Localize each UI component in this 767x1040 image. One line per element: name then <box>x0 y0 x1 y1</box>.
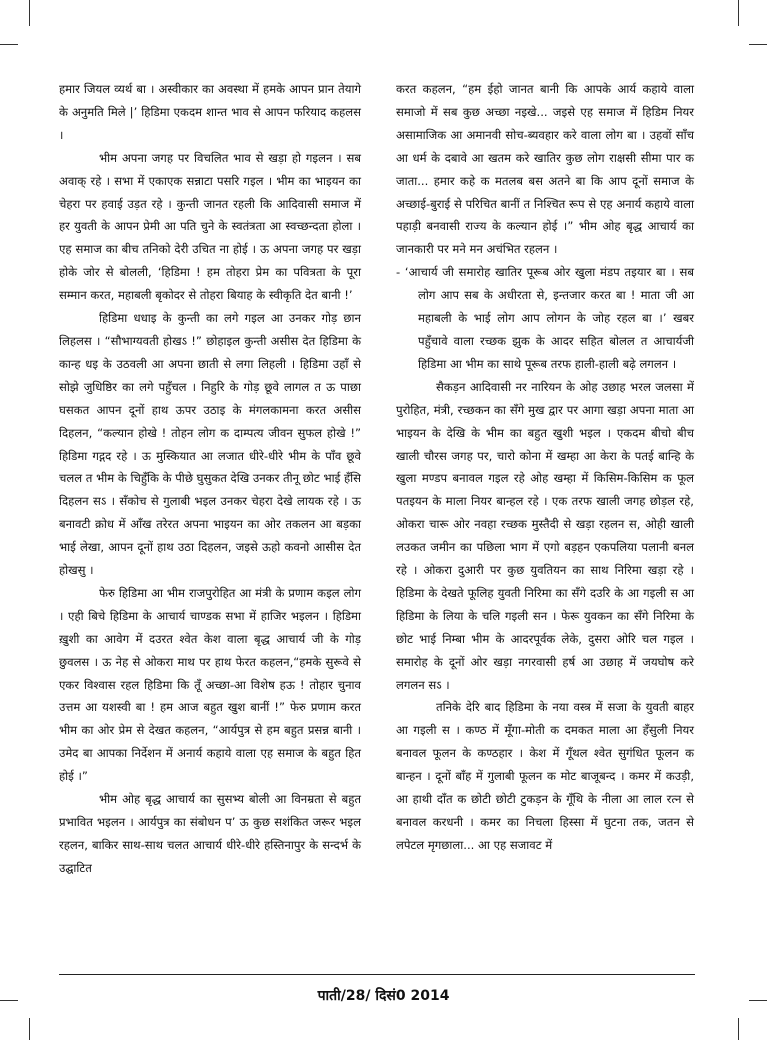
page-footer: पाती/28/ दिसं0 2014 <box>317 988 450 1004</box>
paragraph: फेरु हिडिमा आ भीम राजपुरोहित आ मंत्री के प्रणाम कइल लोग । एही बिचे हिडिमा के आचार्य चाण्डक सभा में हाजिर भइलन । हिडिमा ख़ुशी का आवेग में दउरत श्वेत केश वाला बृद्ध आचार्य जी के गोड़ छुवलस । ऊ नेह से ओकरा माथ पर हाथ फेरत कहलन,“हमके सुरूवे से एकर विश्वास रहल हिडिमा कि तूँ अच्छा-आ विशेष हऊ ! तोहार चुनाव उत्तम आ यशस्वी बा ! हम आज बहुत खुश बानीं !” फेरु प्रणाम करत भीम का ओर प्रेम से देखत कहलन, “आर्यपुत्र से हम बहुत प्रसन्न बानी । उमेद बा आपका निर्देशन में अनार्य कहाये वाला एह समाज के बहुत हित होई ।” <box>59 585 361 784</box>
paragraph: भीम ओह बृद्ध आचार्य का सुसभ्य बोली आ विनम्रता से बहुत प्रभावित भइलन । आर्यपुत्र का संबोधन प’ ऊ कुछ सशंकित जरूर भइल रहलन, बाकिर साथ-साथ चलत आचार्य धीरे-धीरे हस्तिनापुर के सन्दर्भ के उद्घाटित <box>59 792 361 875</box>
crop-mark-top-left-vertical <box>29 0 30 26</box>
paragraph: भीम अपना जगह पर विचलित भाव से खड़ा हो गइलन । सब अवाक् रहे । सभा में एकाएक सन्नाटा पसरि गइल । भीम का भाइयन का चेहरा पर हवाई उड़त रहे । कुन्ती जानत रहली कि आदिवासी समाज में हर युवती के आपन प्रेमी आ पति चुने के स्वतंत्रता आ स्वच्छन्दता होला । एह समाज का बीच तनिको देरी उचित ना होई । ऊ अपना जगह पर खड़ा होके जोर से बोलली, ‘हिडिमा ! हम तोहरा प्रेम का पवित्रता के पूरा सम्मान करत, महाबली बृकोदर से तोहरा बियाह के स्वीकृति देत बानी !’ <box>59 150 361 303</box>
crop-mark-top-left-horizontal <box>0 44 18 45</box>
crop-mark-bottom-left-vertical <box>29 1018 30 1040</box>
right-text-column <box>396 78 694 857</box>
paragraph: हिडिमा धधाइ के कुन्ती का लगे गइल आ उनकर गोड़ छान लिहलस । “सौभाग्यवती होखऽ !” छोहाइल कुन्ती असीस देत हिडिमा के कान्ह धइ के उठवली आ अपना छाती से लगा लिहली । हिडिमा उहाँ से सोझे जुधिष्ठिर का लगे पहुँचल । निहुरि के गोड़ छूवे लागल त ऊ पाछा घसकत आपन दूनों हाथ ऊपर उठाइ के मंगलकामना करत असीस दिहलन, “कल्यान होखे ! तोहन लोग क दाम्पत्य जीवन सुफल होखे !” हिडिमा गद्गद रहे । ऊ मुस्कियात आ लजात धीरे-धीरे भीम के पाँव छूवे चलल त भीम के चिहुँकि के पीछे घुसुकत देखि उनकर तीनू छोट भाई हँसि दिहलन सऽ । सँकोच से गुलाबी भइल उनकर चेहरा देखे लायक रहे । ऊ बनावटी क्रोध में आँख तरेरत अपना भाइयन का ओर तकलन आ बड़का भाई लेखा, आपन दूनों हाथ उठा दिहलन, जइसे ऊहो कवनो आसीस देत होखसु । <box>59 311 361 578</box>
crop-mark-top-right-vertical <box>738 0 739 26</box>
left-text-column <box>59 78 361 880</box>
crop-mark-bottom-right-vertical <box>738 1018 739 1040</box>
paragraph: सैकड़न आदिवासी नर नारियन के ओह उछाह भरल जलसा में पुरोहित, मंत्री, रच्छकन का सँगे मुख द्वार पर आगा खड़ा अपना माता आ भाइयन के देखि के भीम का बहुत खुशी भइल । एकदम बीचो बीच खाली चौरस जगह पर, चारो कोना में खम्हा आ केरा के पतई बान्हि के खुला मण्डप बनावल गइल रहे ओह खम्हा में किसिम-किसिम क फूल पतइयन के माला नियर बान्हल रहे । एक तरफ खाली जगह छोड़ल रहे, ओकरा चारू ओर नवहा रच्छक मुस्तैदी से खड़ा रहलन स, ओही खाली लउकत जमीन का पछिला भाग में एगो बड़हन एकपलिया पलानी बनल रहे । ओकरा दुआरी पर कुछ युवतियन का साथ निरिमा खड़ा रहे । हिडिमा के देखते फूलिह युवती निरिमा का सँगे दउरि के आ गइली स आ हिडिमा के लिया के चलि गइली सन । फेरू युवकन का सँगे निरिमा के छोट भाई निम्बा भीम के आदरपूर्वक लेके, दुसरा ओरि चल गइल । समारोह के दूनों ओर खड़ा नगरवासी हर्ष आ उछाह में जयघोष करे लगलन सऽ । <box>396 379 694 692</box>
paragraph-dialogue: - ‘आचार्य जी समारोह खातिर पूरूब ओर खुला मंडप तइयार बा । सब लोग आप सब के अधीरता से, इन्तजार करत बा ! माता जी आ महाबली के भाई लोग आप लोगन के जोह रहल बा ।’ खबर पहुँचावे वाला रच्छक झुक के आदर सहित बोलल त आचार्यजी हिडिमा आ भीम का साथे पूरूब तरफ हाली-हाली बढ़े लगलन । <box>396 265 694 371</box>
paragraph: करत कहलन, “हम ईहो जानत बानी कि आपके आर्य कहाये वाला समाजो में सब कुछ अच्छा नइखे... जइसे एह समाज में हिडिम नियर असामाजिक आ अमानवी सोच-ब्यवहार करे वाला लोग बा । उहवों साँच आ धर्म के दबावे आ खतम करे खातिर कुछ लोग राक्षसी सीमा पार क जाता... हमार कहे क मतलब बस अतने बा कि आप दूनों समाज के अच्छाई-बुराई से परिचित बानीं त निश्चित रूप से एह अनार्य कहाये वाला पहाड़ी बनवासी राज्य के कल्यान होई ।” भीम ओह बृद्ध आचार्य का जानकारी पर मने मन अचंभित रहलन । <box>396 82 694 257</box>
footer-rule <box>59 974 695 975</box>
paragraph: तनिके देरि बाद हिडिमा के नया वस्त्र में सजा के युवती बाहर आ गइली स । कण्ठ में मूँगा-मोती क दमकत माला आ हँसुली नियर बनावल फूलन के कण्ठहार । केश में गूँथल श्वेत सुगंधित फूलन क बान्हन । दूनों बाँह में गुलाबी फूलन क मोट बाजूबन्द । कमर में कउड़ी, आ हाथी दाँत क छोटी छोटी टुकड़न के गूँथि के नीला आ लाल रत्न से बनावल करधनी । कमर का निचला हिस्सा में घुटना तक, जतन से लपेटल मृगछाला... आ एह सजावट में <box>396 700 694 852</box>
paragraph: हमार जियल व्यर्थ बा । अस्वीकार का अवस्था में हमके आपन प्रान तेयागे के अनुमति मिले |’ हिडिमा एकदम शान्त भाव से आपन फरियाद कहलस । <box>59 82 361 142</box>
crop-mark-top-right-horizontal <box>749 44 767 45</box>
